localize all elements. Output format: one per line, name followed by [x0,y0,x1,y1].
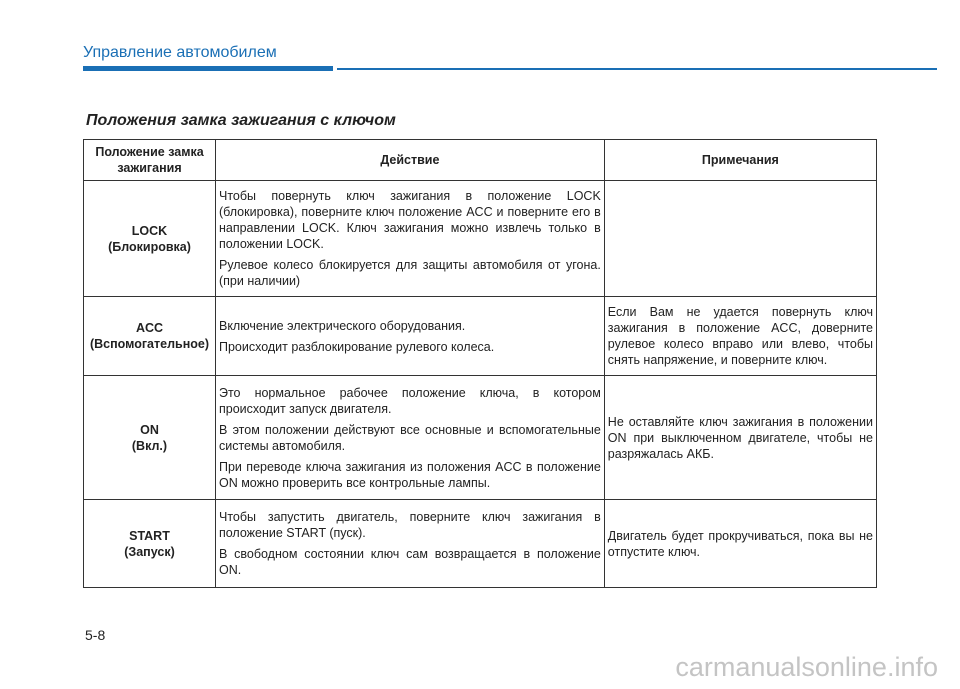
position-name: ON [140,422,159,437]
action-text: Чтобы запустить двигатель, поверните ключ зажигания в положение START (пуск). [218,510,601,540]
notes-cell [604,181,876,297]
notes-text: Не оставляйте ключ зажигания в положении ON при выключенном двигателе, чтобы не разряжалась АКБ. [607,414,873,461]
action-text: Это нормальное рабочее положение ключа, в котором происходит запуск двигателя. [218,385,601,416]
notes-cell [604,297,876,376]
section-header-title: Управление автомобилем [83,44,277,61]
action-cell [215,297,604,376]
action-text: Чтобы повернуть ключ зажигания в положение LOCK (блокировка), поверните ключ положение ACC и поверните его в направлении LOCK. Ключ зажигания можно извлечь только в положении LOCK. [218,189,601,251]
ignition-positions-table [83,139,877,588]
notes-text: Двигатель будет прокручиваться, пока вы не отпустите ключ. [607,528,873,559]
table-row-acc [84,297,877,376]
action-cell [215,181,604,297]
header-position: Положение замка зажигания [84,140,216,181]
action-text: При переводе ключа зажигания из положения ACC в положение ON можно проверить все контрольные лампы. [218,459,601,490]
table-row-on [84,376,877,500]
position-cell [84,500,216,588]
table-row-start [84,500,877,588]
position-name: START [129,528,170,543]
action-text: В этом положении действуют все основные и вспомогательные системы автомобиля. [218,422,601,453]
action-cell [215,500,604,588]
position-subtitle: (Вспомогательное) [89,337,210,351]
position-cell [84,376,216,500]
position-name: ACC [135,321,164,335]
action-text: Включение электрического оборудования. [218,318,466,333]
action-text: В свободном состоянии ключ сам возвращается в положение ON. [218,547,601,577]
watermark: carmanualsonline.info [675,652,938,682]
position-name: LOCK [131,223,168,238]
header-accent-bar [83,66,333,71]
table-header-row [84,140,877,181]
header-notes: Примечания [604,140,876,181]
header-action: Действие [215,140,604,181]
table-row-lock [84,181,877,297]
position-subtitle: (Вкл.) [131,438,168,453]
position-subtitle: (Запуск) [124,544,175,559]
action-cell [215,376,604,500]
notes-cell [604,376,876,500]
position-subtitle: (Блокировка) [108,239,191,254]
section-title: Положения замка зажигания с ключом [86,112,396,129]
notes-text: Если Вам не удается повернуть ключ зажигания в положение ACC, доверните рулевое колесо вправо или влево, чтобы снять напряжение, и поверните ключ. [607,305,873,367]
notes-cell [604,500,876,588]
action-text: Рулевое колесо блокируется для защиты автомобиля от угона. (при наличии) [218,258,601,288]
position-cell [84,181,216,297]
position-cell [84,297,216,376]
page-number: 5-8 [85,627,106,643]
header-divider-line [337,68,937,70]
action-text: Происходит разблокирование рулевого колеса. [218,339,495,354]
